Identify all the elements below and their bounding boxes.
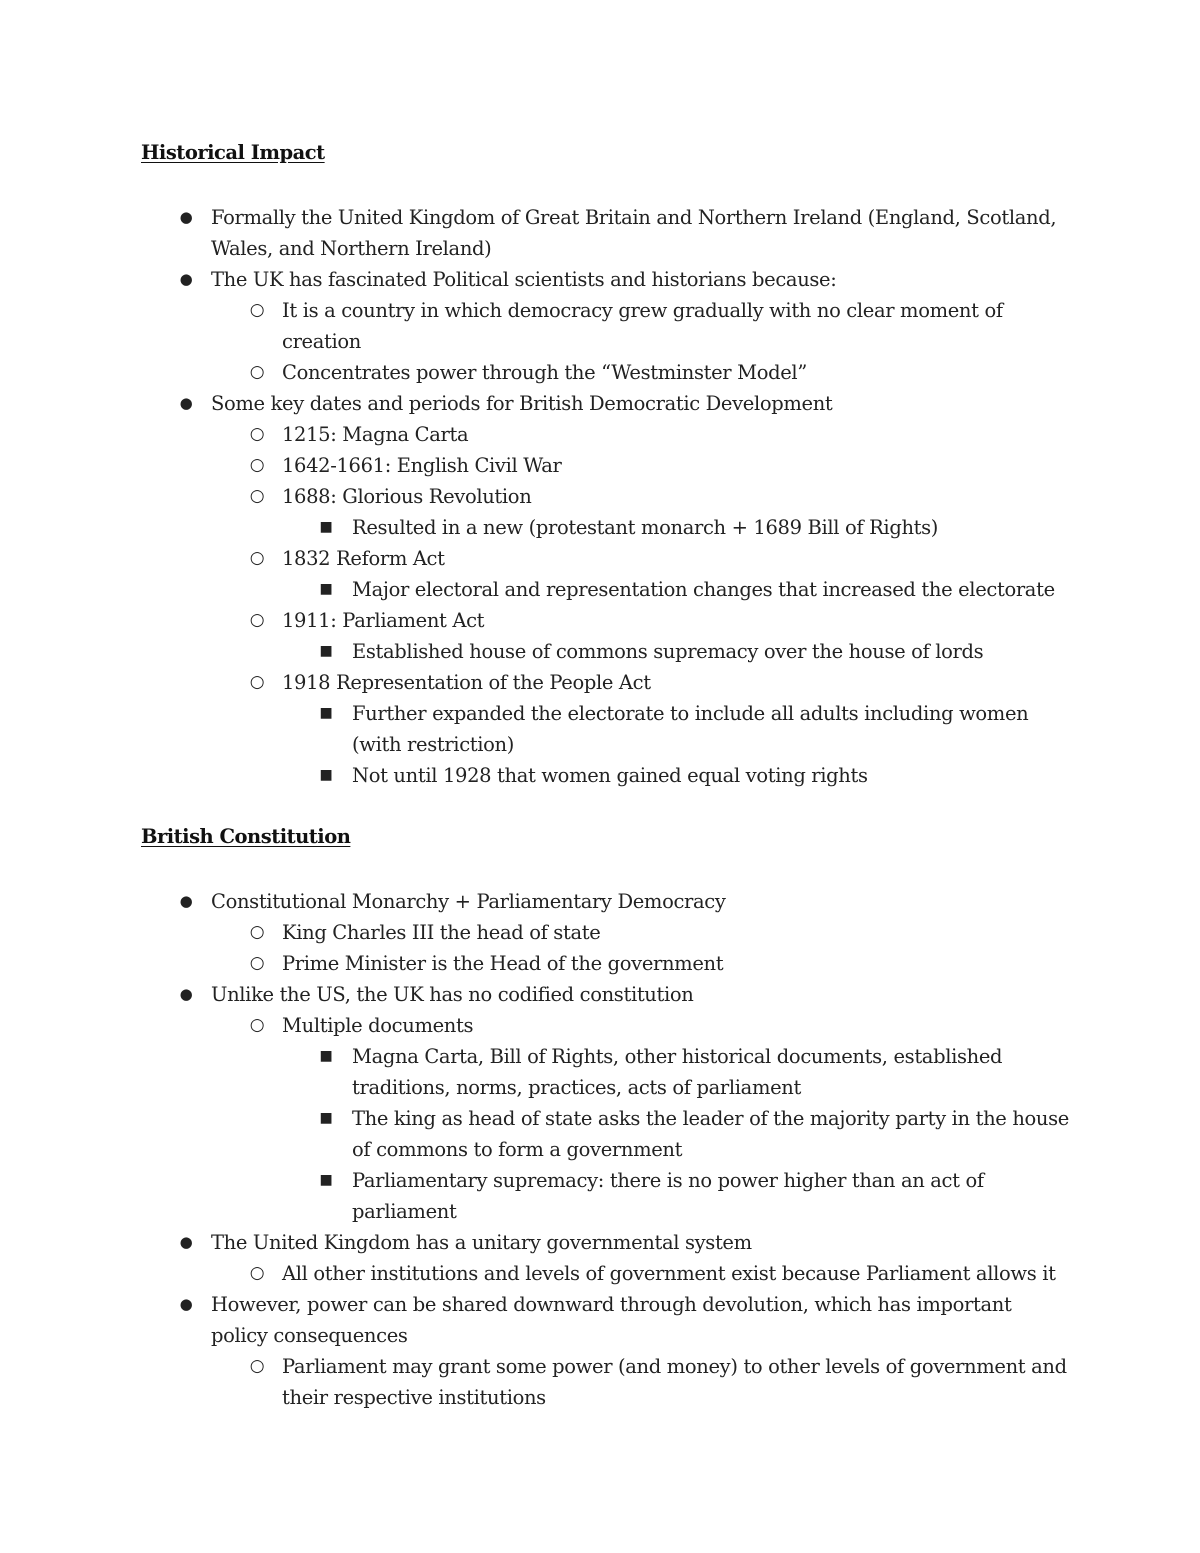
bullet-disc-icon: ●	[179, 1233, 193, 1251]
bullet-square-icon: ■	[319, 705, 333, 721]
list-item: ● Unlike the US, the UK has no codified constitution	[0, 979, 1200, 1010]
bullet-circle-icon: ○	[249, 672, 265, 692]
list-item: ■ Resulted in a new (protestant monarch + 1689 Bill of Rights)	[0, 512, 1200, 543]
bullet-square-icon: ■	[319, 519, 333, 535]
list-item: ○ Prime Minister is the Head of the government	[0, 948, 1200, 979]
list-item: ○ 1918 Representation of the People Act	[0, 667, 1200, 698]
bullet-square-icon: ■	[319, 581, 333, 597]
list-item: ■ The king as head of state asks the leader of the majority party in the house of commons to form a government	[0, 1103, 1200, 1165]
list-item: ● The United Kingdom has a unitary governmental system	[0, 1227, 1200, 1258]
bullet-circle-icon: ○	[249, 362, 265, 382]
list-item: ○ 1832 Reform Act	[0, 543, 1200, 574]
list-item: ● Formally the United Kingdom of Great Britain and Northern Ireland (England, Scotland, Wales, and Northern Ireland)	[0, 202, 1200, 264]
bullet-circle-icon: ○	[249, 455, 265, 475]
list-british-constitution	[0, 886, 1200, 1413]
bullet-circle-icon: ○	[249, 424, 265, 444]
list-item: ○ 1215: Magna Carta	[0, 419, 1200, 450]
list-item: ● However, power can be shared downward through devolution, which has important policy consequences	[0, 1289, 1200, 1351]
bullet-square-icon: ■	[319, 1110, 333, 1126]
list-item: ■ Parliamentary supremacy: there is no power higher than an act of parliament	[0, 1165, 1200, 1227]
bullet-circle-icon: ○	[249, 610, 265, 630]
list-item: ○ 1642-1661: English Civil War	[0, 450, 1200, 481]
list-item: ○ Multiple documents	[0, 1010, 1200, 1041]
bullet-circle-icon: ○	[249, 1356, 265, 1376]
bullet-circle-icon: ○	[249, 953, 265, 973]
list-item: ● Some key dates and periods for British Democratic Development	[0, 388, 1200, 419]
bullet-circle-icon: ○	[249, 1263, 265, 1283]
bullet-disc-icon: ●	[179, 892, 193, 910]
heading-historical-impact: Historical Impact	[141, 141, 325, 164]
bullet-circle-icon: ○	[249, 922, 265, 942]
list-item: ■ Not until 1928 that women gained equal voting rights	[0, 760, 1200, 791]
list-item: ■ Established house of commons supremacy over the house of lords	[0, 636, 1200, 667]
list-item: ■ Major electoral and representation changes that increased the electorate	[0, 574, 1200, 605]
bullet-circle-icon: ○	[249, 1015, 265, 1035]
bullet-square-icon: ■	[319, 1172, 333, 1188]
list-item: ● The UK has fascinated Political scientists and historians because:	[0, 264, 1200, 295]
bullet-square-icon: ■	[319, 643, 333, 659]
list-item: ○ Concentrates power through the “Westminster Model”	[0, 357, 1200, 388]
list-item: ○ It is a country in which democracy grew gradually with no clear moment of creation	[0, 295, 1200, 357]
bullet-square-icon: ■	[319, 767, 333, 783]
bullet-square-icon: ■	[319, 1048, 333, 1064]
list-item: ○ King Charles III the head of state	[0, 917, 1200, 948]
list-item: ○ All other institutions and levels of government exist because Parliament allows it	[0, 1258, 1200, 1289]
bullet-circle-icon: ○	[249, 300, 265, 320]
bullet-disc-icon: ●	[179, 985, 193, 1003]
bullet-disc-icon: ●	[179, 270, 193, 288]
list-item: ○ 1911: Parliament Act	[0, 605, 1200, 636]
list-item: ○ 1688: Glorious Revolution	[0, 481, 1200, 512]
bullet-circle-icon: ○	[249, 548, 265, 568]
bullet-disc-icon: ●	[179, 208, 193, 226]
bullet-disc-icon: ●	[179, 1295, 193, 1313]
list-item: ■ Magna Carta, Bill of Rights, other historical documents, established traditions, norms, practices, acts of parliament	[0, 1041, 1200, 1103]
bullet-circle-icon: ○	[249, 486, 265, 506]
list-item: ● Constitutional Monarchy + Parliamentary Democracy	[0, 886, 1200, 917]
heading-british-constitution: British Constitution	[141, 825, 351, 848]
list-item: ■ Further expanded the electorate to include all adults including women (with restriction)	[0, 698, 1200, 760]
list-historical-impact	[0, 202, 1200, 791]
bullet-disc-icon: ●	[179, 394, 193, 412]
list-item: ○ Parliament may grant some power (and money) to other levels of government and their respective institutions	[0, 1351, 1200, 1413]
